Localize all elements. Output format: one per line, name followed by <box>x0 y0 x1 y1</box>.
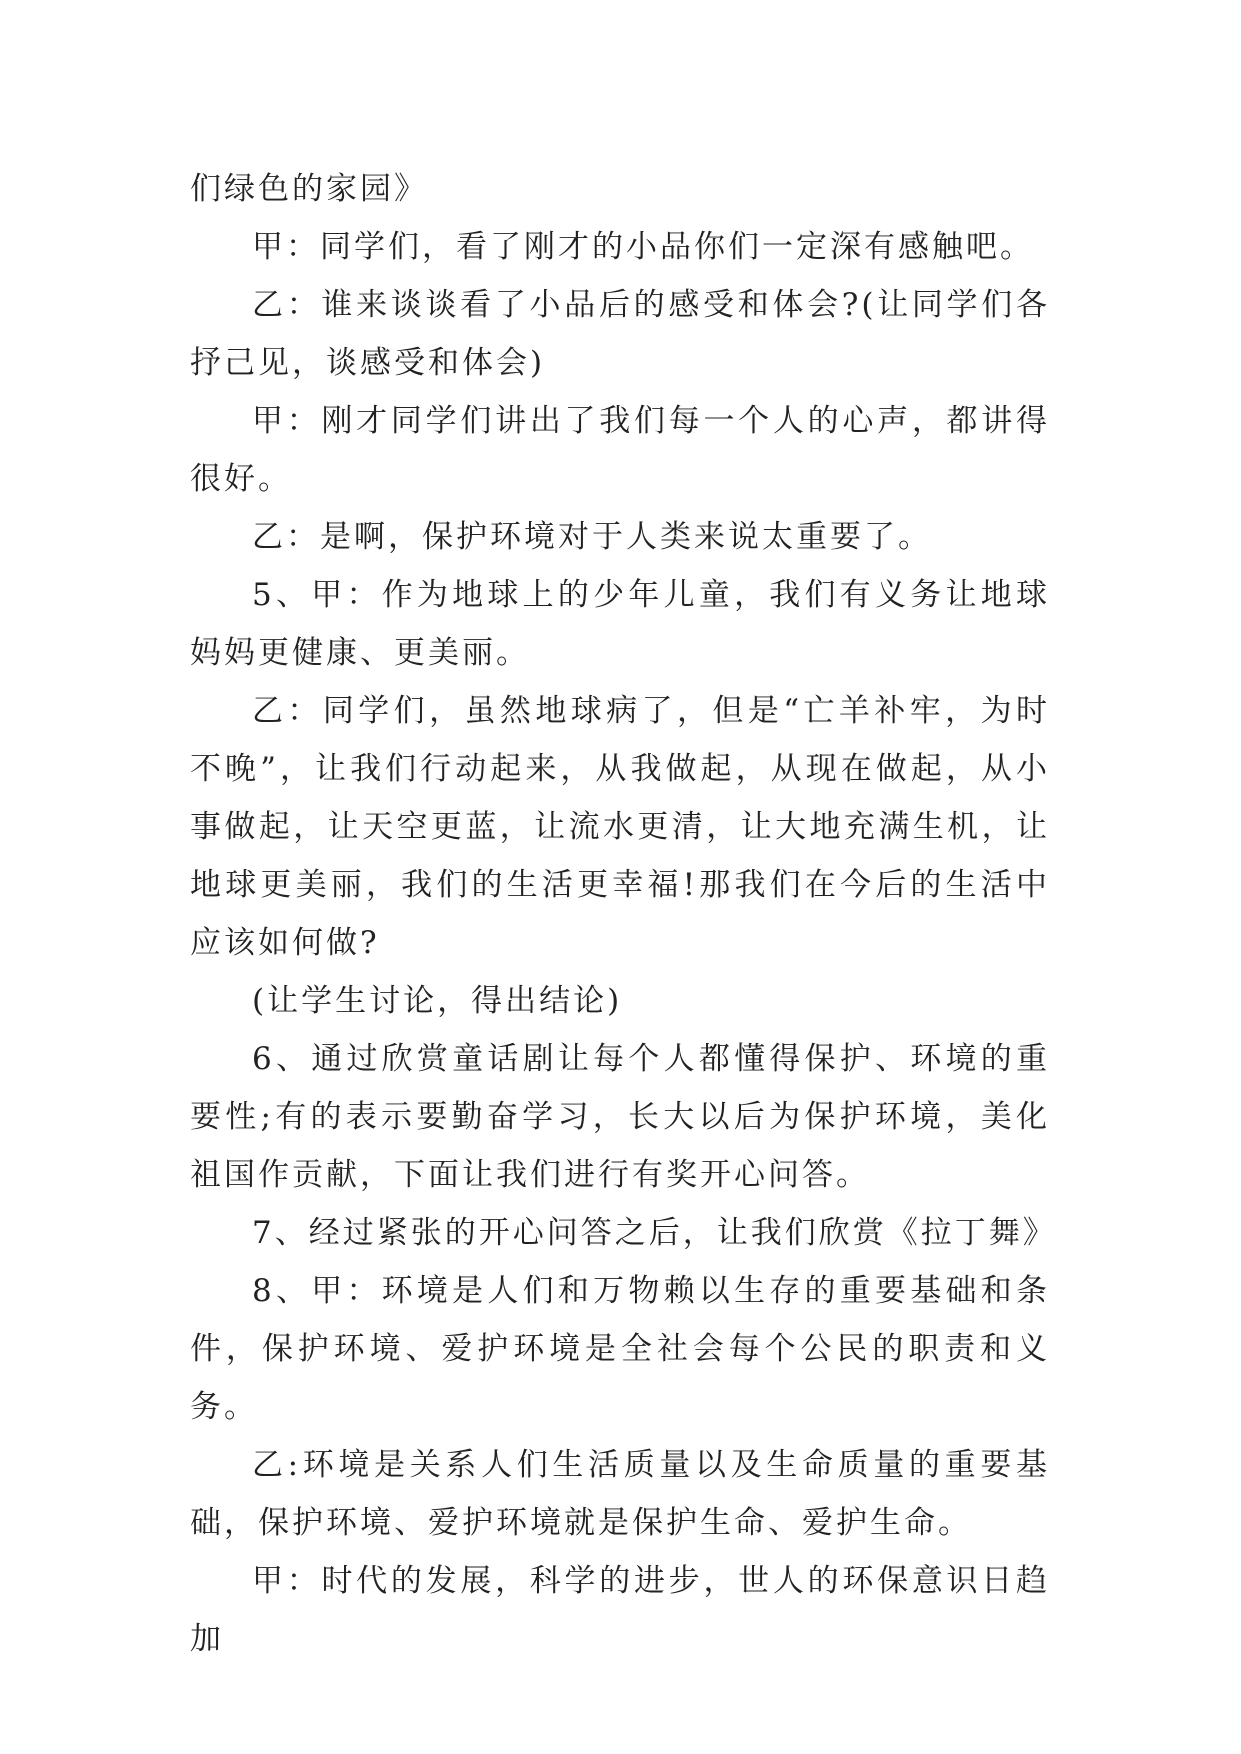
paragraph: 甲：刚才同学们讲出了我们每一个人的心声，都讲得很好。 <box>190 403 1050 497</box>
paragraph: 甲：时代的发展，科学的进步，世人的环保意识日趋加 <box>190 1563 1050 1657</box>
paragraph: 5、甲：作为地球上的少年儿童，我们有义务让地球妈妈更健康、更美丽。 <box>190 577 1050 671</box>
paragraph: (让学生讨论，得出结论) <box>252 983 623 1019</box>
paragraph: 乙：谁来谈谈看了小品后的感受和体会?(让同学们各抒己见，谈感受和体会) <box>190 287 1050 381</box>
paragraph: 8、甲：环境是人们和万物赖以生存的重要基础和条件，保护环境、爱护环境是全社会每个公民的职责和义务。 <box>190 1273 1050 1425</box>
paragraph: 乙:环境是关系人们生活质量以及生命质量的重要基础，保护环境、爱护环境就是保护生命、爱护生命。 <box>190 1447 1050 1541</box>
paragraph: 甲：同学们，看了刚才的小品你们一定深有感触吧。 <box>252 229 1034 265</box>
paragraph: 7、经过紧张的开心问答之后，让我们欣赏《拉丁舞》 <box>252 1215 1057 1251</box>
paragraph: 乙：是啊，保护环境对于人类来说太重要了。 <box>252 519 932 555</box>
paragraph: 6、通过欣赏童话剧让每个人都懂得保护、环境的重要性;有的表示要勤奋学习，长大以后为保护环境，美化祖国作贡献，下面让我们进行有奖开心问答。 <box>190 1041 1050 1193</box>
paragraph: 们绿色的家园》 <box>190 171 428 207</box>
paragraph: 乙：同学们，虽然地球病了，但是“亡羊补牢，为时不晚”，让我们行动起来，从我做起，从现在做起，从小事做起，让天空更蓝，让流水更清，让大地充满生机，让地球更美丽，我们的生活更幸福!那我们在今后的生活中应该如何做? <box>190 693 1050 961</box>
document-body <box>190 160 1057 1668</box>
